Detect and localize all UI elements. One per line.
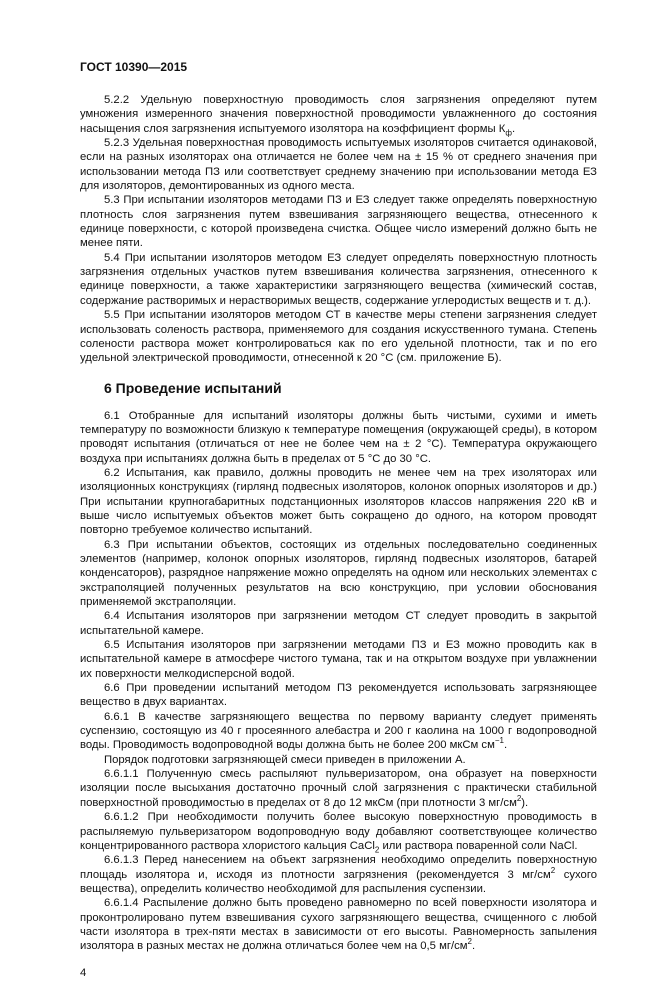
paragraph-text: 6.4 Испытания изоляторов при загрязнении методом СТ следует проводить в закрытой испытательной камере.	[80, 610, 597, 637]
paragraph-text: 6.6.1.1 Полученную смесь распыляют пульверизатором, она образует на поверхности изоляции после высыхания достаточно прочный слой загрязнения с практически стабильной поверхностной проводимостью в пределах от 8 до 12 мкСм (при плотности 3 мг/см	[80, 768, 597, 809]
section-5-paragraphs	[80, 93, 597, 366]
paragraph	[80, 466, 597, 538]
paragraph-text: .	[503, 739, 508, 752]
paragraph-text: 6.6.1.3 Перед нанесением на объект загрязнения необходимо определить поверхностную площадь изолятора и, исходя из плотности загрязнения (рекомендуется 3 мг/см	[80, 854, 597, 881]
paragraph-text: 6.5 Испытания изоляторов при загрязнении методами ПЗ и ЕЗ можно проводить как в испытательной камере в атмосфере чистого тумана, так и на открытом воздухе при увлажнении их поверхности мелкодисперсной водой.	[80, 639, 597, 680]
paragraph-text: .	[511, 122, 516, 135]
paragraph-text: Порядок подготовки загрязняющей смеси приведен в приложении А.	[104, 753, 466, 766]
paragraph	[80, 638, 597, 681]
section-6-heading: 6 Проведение испытаний	[104, 379, 282, 396]
paragraph	[80, 251, 597, 308]
page-number: 4	[80, 966, 87, 979]
paragraph-text: ).	[521, 796, 529, 809]
paragraph	[80, 710, 597, 753]
superscript: 2	[467, 937, 472, 947]
superscript: −1	[494, 736, 504, 746]
paragraph	[80, 681, 597, 710]
paragraph-text: 6.3 При испытании объектов, состоящих из отдельных последовательно соединенных элементов (например, колонок опорных изоляторов, гирлянд подвесных изоляторов, батарей конденсаторов), разрядное напряжение можно определять на одном или нескольких элементах с экстраполяцией полученных результатов на всю конструкцию, при условии обоснования применяемой экстраполяции.	[80, 538, 597, 608]
paragraph-text: 6.6.1 В качестве загрязняющего вещества по первому варианту следует применять суспензию, состоящую из 40 г просеянного алебастра и 200 г каолина на 1000 г водопроводной воды. Проводимость водопроводной воды должна быть не более 200 мкСм см	[80, 710, 597, 752]
paragraph-text: 6.2 Испытания, как правило, должны проводить не менее чем на трех изоляторах или изоляционных конструкциях (гирлянд подвесных изоляторов, колонок опорных изоляторов и др.) При испытании крупногабаритных подстанционных изоляторов классов напряжения 220 кВ и выше число испытуемых объектов может быть сокращено до одного, на котором проводят повторно требуемое количество испытаний.	[80, 466, 597, 537]
paragraph	[80, 308, 597, 365]
paragraph	[80, 810, 597, 853]
section-6-paragraphs	[80, 409, 597, 954]
paragraph-text: 6.1 Отобранные для испытаний изоляторы должны быть чистыми, сухими и иметь температуру по возможности близкую к температуре помещения (окружающей среды), в котором проводят испытания (отличаться от нее не более чем на ± 2 °С). Температура окружающего воздуха при испытаниях должна быть в пределах от 5 °С до 30 °С.	[80, 409, 597, 465]
document-header: ГОСТ 10390—2015	[80, 60, 188, 74]
paragraph-text: 5.3 При испытании изоляторов методами ПЗ и ЕЗ следует также определять поверхностную плотность слоя загрязнения путем взвешивания загрязняющего вещества, отнесенного к единице поверхности, с которой произведена счистка. Общее число измерений должно быть не менее пяти.	[80, 194, 597, 250]
subscript: ф	[505, 127, 512, 137]
paragraph-text: 5.2.3 Удельная поверхностная проводимость испытуемых изоляторов считается одинаковой, если на разных изоляторах она отличается не более чем на ± 15 % от среднего значения при использовании метода ПЗ или соответствует среднему значению при использовании метода ЕЗ для изоляторов, демонтированных из одного места.	[80, 137, 597, 193]
paragraph	[80, 853, 597, 896]
paragraph	[80, 193, 597, 250]
paragraph-text: 6.6.1.2 При необходимости получить более высокую поверхностную проводимость в распыляемую пульверизатором водопроводную воду добавляют соответствующее количество концентрированного раствора хлористого кальция CaCl	[80, 811, 597, 852]
paragraph-text: 5.2.2 Удельную поверхностную проводимость слоя загрязнения определяют путем умножения измеренного значения поверхностной проводимости увлажненного до состояния насыщения слоя загрязнения испытуемого изолятора на коэффициент формы К	[80, 94, 597, 135]
subscript: 2	[374, 845, 380, 855]
paragraph-text: .	[471, 940, 476, 953]
paragraph-text: 5.5 При испытании изоляторов методом СТ в качестве меры степени загрязнения следует использовать соленость раствора, применяемого для создания искусственного тумана. Степень солености раствора может контролироваться как по его удельной плотности, так и по его удельной электрической проводимости, отнесенной к 20 °С (см. приложение Б).	[80, 309, 597, 365]
paragraph-text: 5.4 При испытании изоляторов методом ЕЗ следует определять поверхностную плотность загрязнения отдельных участков путем взвешивания количества загрязнения, отнесенного к единице поверхности, а также характеристики загрязняющего вещества (химический состав, содержание растворимых и нерастворимых веществ, содержание углеродистых веществ и т. д.).	[80, 251, 597, 307]
paragraph	[80, 538, 597, 610]
document-body	[80, 93, 597, 954]
paragraph-text: или раствора поваренной соли NaCl.	[379, 839, 578, 852]
paragraph	[80, 767, 597, 810]
paragraph-text: 6.6.1.4 Распыление должно быть проведено равномерно по всей поверхности изолятора и проконтролировано путем взвешивания сухого загрязняющего вещества, счищенного с любой части изолятора в трех-пяти местах в зависимости от его высоты. Равномерность запыления изолятора в разных местах не должна отличаться более чем на 0,5 мг/см	[80, 897, 597, 953]
paragraph-text: 6.6 При проведении испытаний методом ПЗ рекомендуется использовать загрязняющее вещество в двух вариантах.	[80, 682, 597, 709]
paragraph-text: сухого вещества), определить количество необходимой для распыления суспензии.	[80, 868, 597, 895]
paragraph	[80, 93, 597, 136]
superscript: 2	[550, 865, 556, 875]
paragraph	[80, 409, 597, 466]
paragraph	[80, 609, 597, 638]
paragraph	[80, 136, 597, 193]
superscript: 2	[516, 794, 522, 804]
paragraph	[80, 896, 597, 953]
paragraph	[80, 753, 597, 767]
